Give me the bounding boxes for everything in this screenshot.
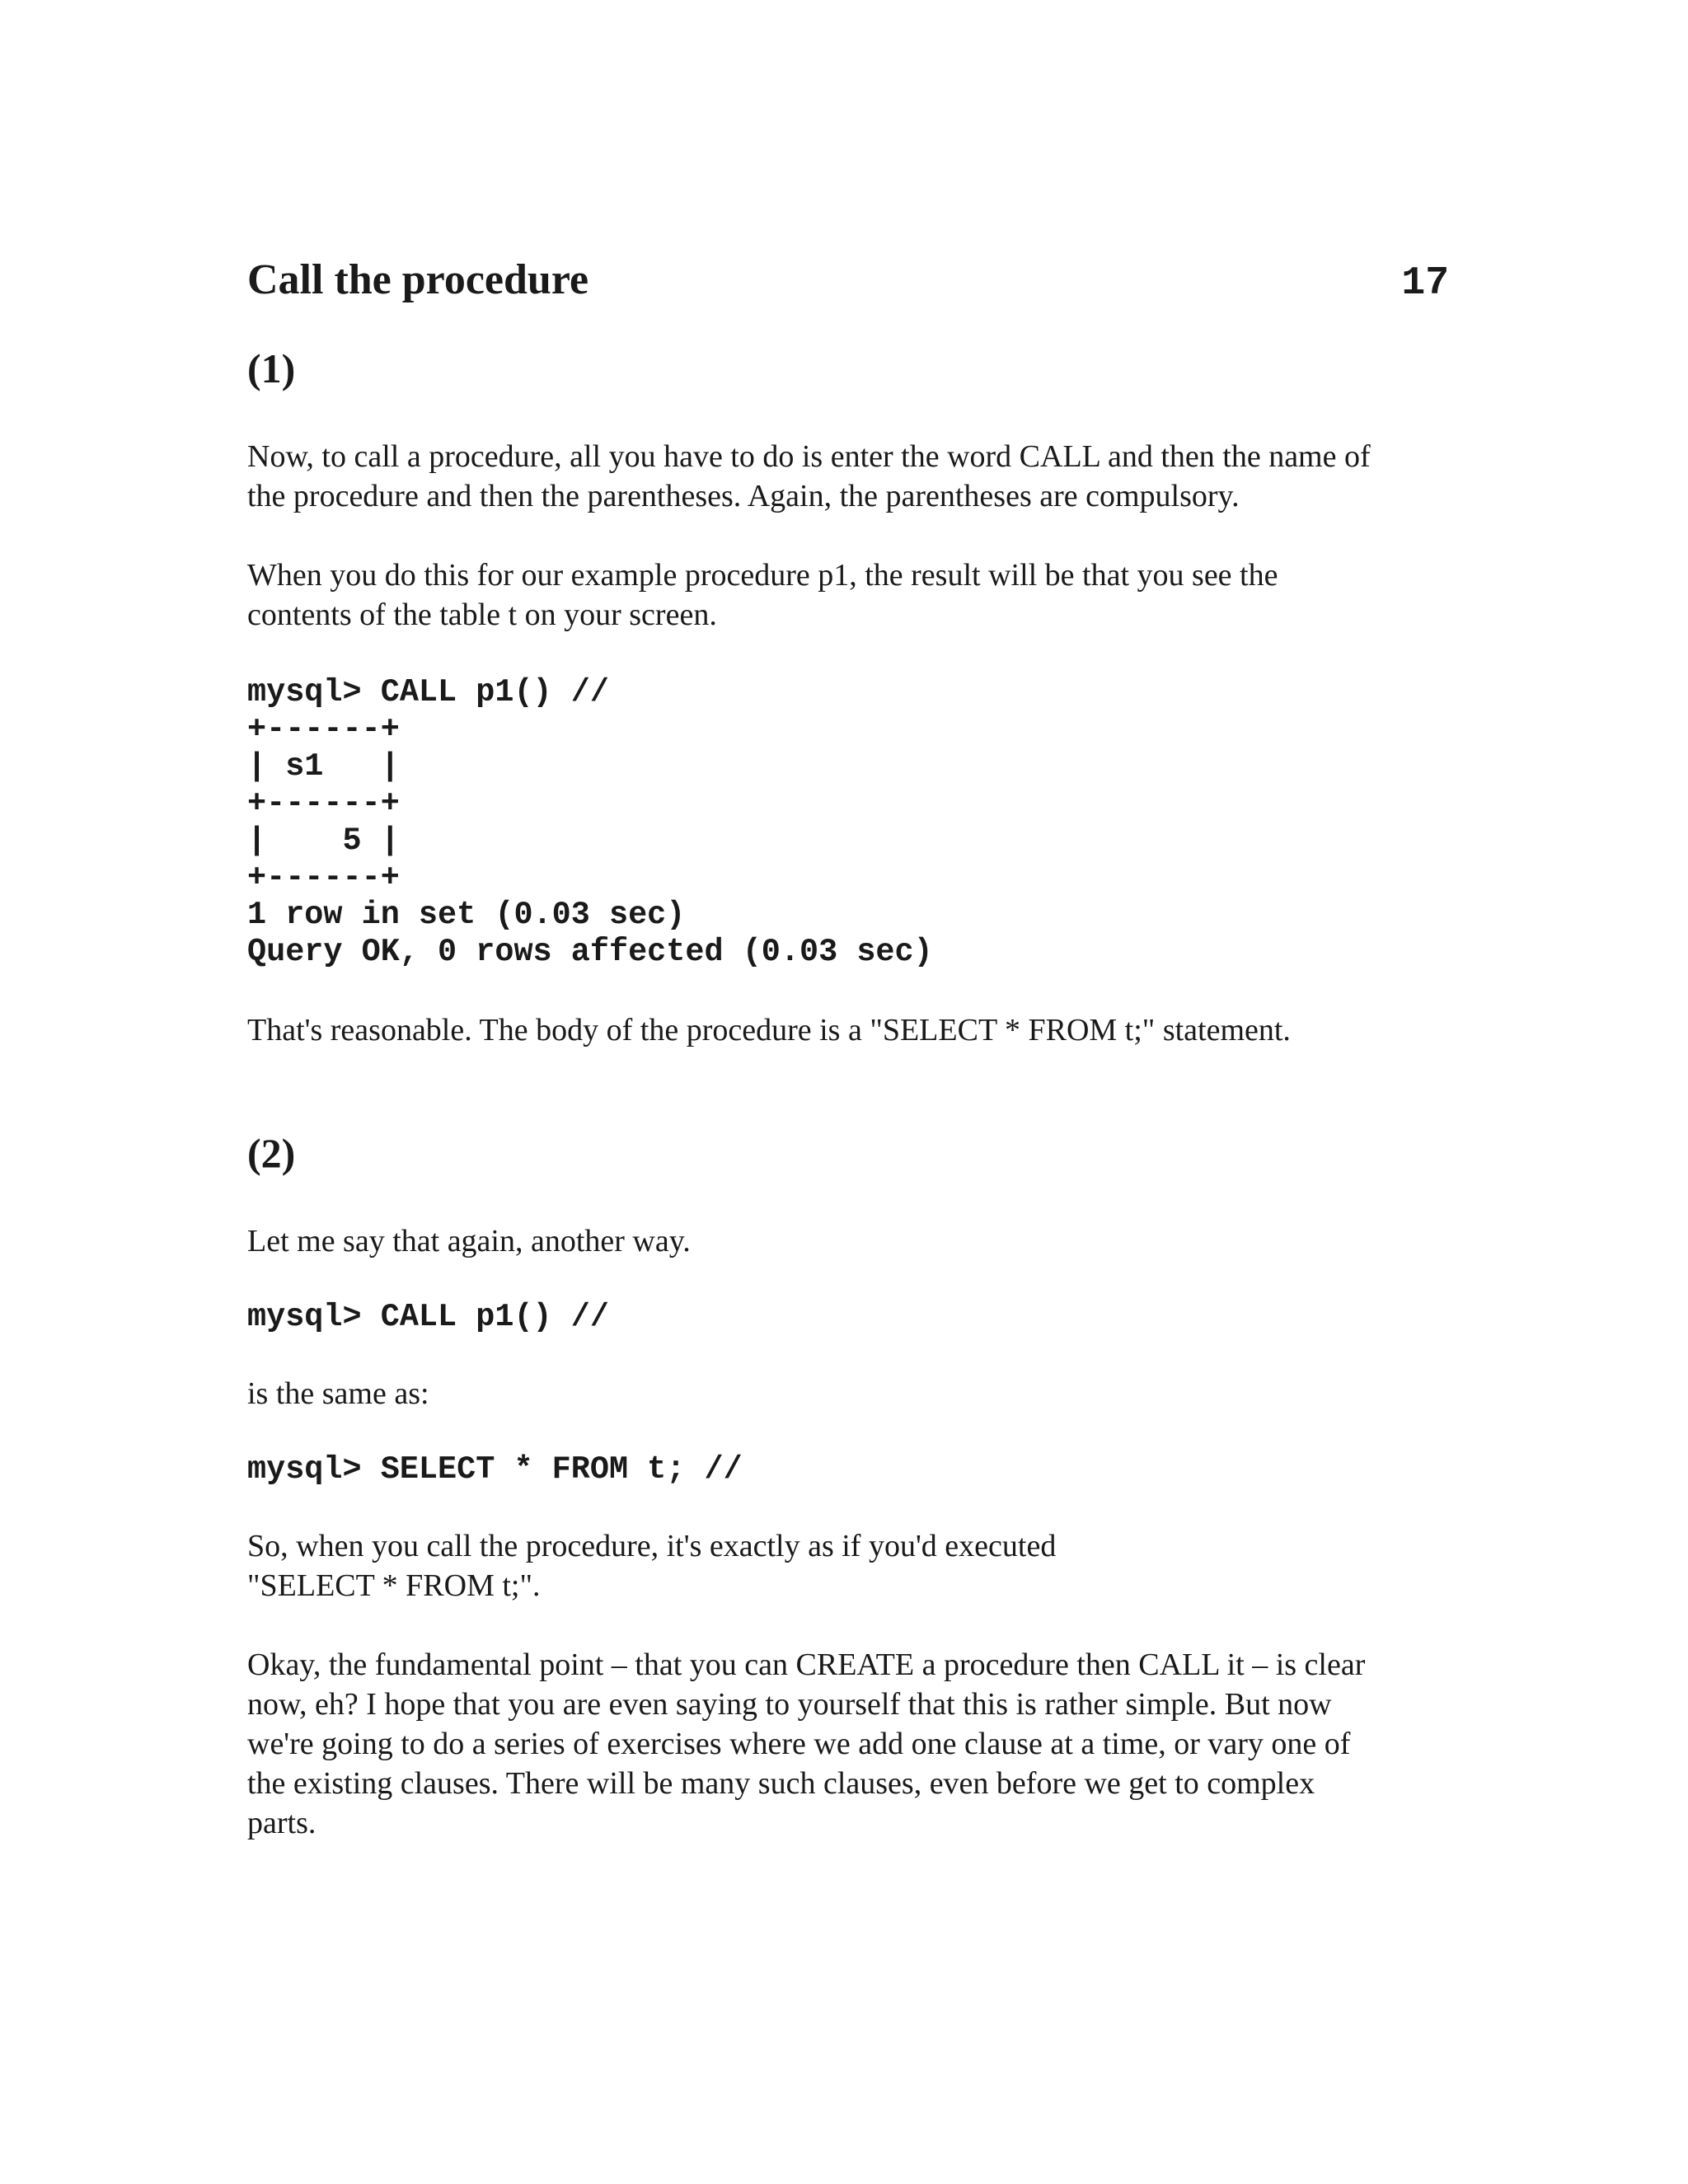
page-number: 17 bbox=[1401, 261, 1449, 306]
paragraph: Now, to call a procedure, all you have to do is enter the word CALL and then the name of the procedure and then the parentheses. Again, the parentheses are compulsory. bbox=[247, 439, 1371, 513]
paragraph: That's reasonable. The body of the procedure is a "SELECT * FROM t;" statement. bbox=[247, 1013, 1291, 1047]
document-page bbox=[247, 247, 1449, 1843]
section-heading-1: (1) bbox=[247, 345, 296, 391]
paragraph: So, when you call the procedure, it's exactly as if you'd executed "SELECT * FROM t;". bbox=[247, 1529, 1057, 1603]
paragraph: Let me say that again, another way. bbox=[247, 1224, 691, 1258]
page-header bbox=[247, 247, 1449, 313]
page-title: Call the procedure bbox=[247, 256, 589, 303]
paragraph: is the same as: bbox=[247, 1376, 429, 1411]
code-block-select: mysql> SELECT * FROM t; // bbox=[247, 1451, 743, 1488]
code-block-call-output: mysql> CALL p1() // +------+ | s1 | +------+ | 5 | +------+ 1 row in set (0.03 sec) Query OK, 0 rows affected (0.03 sec) bbox=[247, 674, 933, 970]
paragraph: When you do this for our example procedure p1, the result will be that you see the contents of the table t on your screen. bbox=[247, 558, 1278, 632]
section-heading-2: (2) bbox=[247, 1130, 296, 1176]
paragraph: Okay, the fundamental point – that you can CREATE a procedure then CALL it – is clear now, eh? I hope that you are even saying to yourself that this is rather simple. But now we're going to do a series of exercises where we add one clause at a time, or vary one of the existing clauses. There will be many such clauses, even before we get to complex parts. bbox=[247, 1647, 1366, 1840]
code-block-call: mysql> CALL p1() // bbox=[247, 1299, 609, 1335]
